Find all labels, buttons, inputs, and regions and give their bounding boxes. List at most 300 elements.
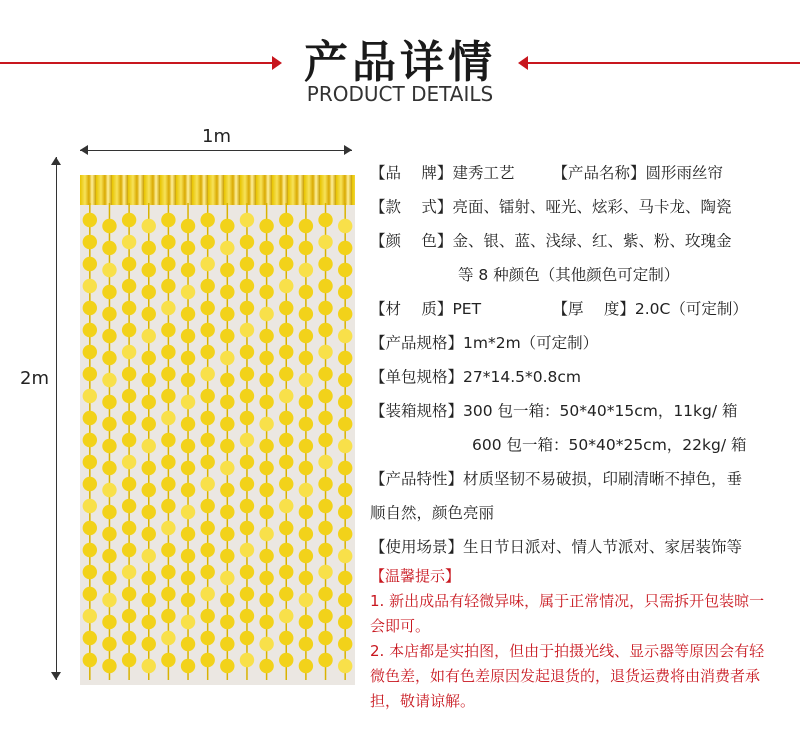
curtain-disc <box>220 505 234 519</box>
curtain-disc <box>259 241 273 255</box>
curtain-disc <box>102 461 116 475</box>
curtain-disc <box>181 285 195 299</box>
curtain-disc <box>318 477 332 491</box>
spec-row-box <box>370 394 795 428</box>
curtain-disc <box>122 213 136 227</box>
curtain-disc <box>83 301 97 315</box>
curtain-disc <box>220 615 234 629</box>
curtain-disc <box>338 373 352 387</box>
curtain-disc <box>122 367 136 381</box>
curtain-disc <box>83 631 97 645</box>
curtain-disc <box>240 433 254 447</box>
curtain-disc <box>338 637 352 651</box>
curtain-disc <box>338 307 352 321</box>
curtain-disc <box>142 483 156 497</box>
curtain-disc <box>142 439 156 453</box>
curtain-disc <box>181 439 195 453</box>
curtain-disc <box>161 521 175 535</box>
curtain-disc <box>161 543 175 557</box>
curtain-disc <box>181 417 195 431</box>
curtain-disc <box>200 543 214 557</box>
style-label: 【款 式】 <box>370 198 453 216</box>
curtain-disc <box>259 351 273 365</box>
name-value: 圆形雨丝帘 <box>645 164 723 182</box>
curtain-disc <box>259 439 273 453</box>
curtain-disc <box>220 637 234 651</box>
curtain-disc <box>161 565 175 579</box>
curtain-disc <box>299 417 313 431</box>
curtain-disc <box>279 411 293 425</box>
curtain-disc <box>299 219 313 233</box>
brand-label: 【品 牌】 <box>370 164 453 182</box>
curtain-disc <box>142 395 156 409</box>
curtain-disc <box>161 499 175 513</box>
curtain-disc <box>299 615 313 629</box>
curtain-disc <box>220 461 234 475</box>
curtain-disc <box>259 637 273 651</box>
curtain-disc <box>259 615 273 629</box>
curtain-disc <box>142 241 156 255</box>
curtain-disc <box>122 631 136 645</box>
curtain-disc <box>259 329 273 343</box>
page-subtitle: PRODUCT DETAILS <box>306 82 494 106</box>
curtain-disc <box>220 263 234 277</box>
curtain-disc <box>122 455 136 469</box>
tips-line-2: 2. 本店都是实拍图，但由于拍摄光线、显示器等原因会有轻 <box>370 642 765 660</box>
curtain-disc <box>318 257 332 271</box>
height-label: 2m <box>20 368 49 389</box>
spec-row-feature <box>370 462 795 496</box>
curtain-disc <box>318 587 332 601</box>
pack-value: 27*14.5*0.8cm <box>463 368 582 386</box>
curtain-disc <box>338 571 352 585</box>
curtain-disc <box>279 587 293 601</box>
curtain-disc <box>102 483 116 497</box>
curtain-disc <box>122 653 136 667</box>
curtain-disc <box>338 505 352 519</box>
curtain-disc <box>200 411 214 425</box>
curtain-disc <box>200 433 214 447</box>
curtain-discs <box>80 175 355 685</box>
curtain-disc <box>102 241 116 255</box>
curtain-disc <box>279 213 293 227</box>
curtain-disc <box>279 609 293 623</box>
curtain-disc <box>181 219 195 233</box>
curtain-disc <box>220 241 234 255</box>
curtain-disc <box>200 565 214 579</box>
curtain-disc <box>318 543 332 557</box>
curtain-disc <box>299 505 313 519</box>
curtain-disc <box>200 323 214 337</box>
curtain-disc <box>318 653 332 667</box>
curtain-disc <box>142 285 156 299</box>
curtain-disc <box>220 439 234 453</box>
curtain-disc <box>200 477 214 491</box>
spec-row-style <box>370 190 795 224</box>
curtain-disc <box>279 653 293 667</box>
curtain-disc <box>318 521 332 535</box>
curtain-disc <box>240 543 254 557</box>
spec-row-material <box>370 292 795 326</box>
box-value-2: 600 包一箱：50*40*25cm，22kg/ 箱 <box>472 436 747 454</box>
curtain-disc <box>122 433 136 447</box>
color-value-cont: 等 8 种颜色（其他颜色可定制） <box>458 266 680 284</box>
curtain-disc <box>240 389 254 403</box>
curtain-disc <box>83 521 97 535</box>
curtain-disc <box>338 285 352 299</box>
usage-value: 生日节日派对、情人节派对、家居装饰等 <box>463 538 743 556</box>
curtain-disc <box>83 235 97 249</box>
curtain-disc <box>102 395 116 409</box>
curtain-disc <box>240 411 254 425</box>
curtain-disc <box>181 241 195 255</box>
spec-row-pack <box>370 360 795 394</box>
curtain-disc <box>83 565 97 579</box>
name-label: 【产品名称】 <box>552 164 646 182</box>
curtain-disc <box>181 373 195 387</box>
curtain-disc <box>102 659 116 673</box>
curtain-disc <box>83 653 97 667</box>
curtain-disc <box>161 345 175 359</box>
curtain-disc <box>181 571 195 585</box>
material-value: PET <box>452 300 482 318</box>
curtain-disc <box>161 455 175 469</box>
curtain-disc <box>279 543 293 557</box>
curtain-disc <box>299 571 313 585</box>
curtain-disc <box>318 301 332 315</box>
curtain-disc <box>338 549 352 563</box>
tips-line-2b: 微色差，如有色差原因发起退货的，退货运费将由消费者承 <box>370 667 761 685</box>
curtain-disc <box>142 373 156 387</box>
curtain-disc <box>220 483 234 497</box>
curtain-disc <box>318 367 332 381</box>
curtain-disc <box>299 307 313 321</box>
curtain-disc <box>122 389 136 403</box>
curtain-disc <box>279 345 293 359</box>
curtain-disc <box>142 615 156 629</box>
curtain-disc <box>181 351 195 365</box>
curtain-disc <box>299 241 313 255</box>
curtain-disc <box>318 455 332 469</box>
curtain-disc <box>142 527 156 541</box>
curtain-disc <box>259 285 273 299</box>
curtain-disc <box>220 285 234 299</box>
tips-section <box>370 564 795 714</box>
curtain-disc <box>161 257 175 271</box>
curtain-disc <box>122 565 136 579</box>
curtain-disc <box>83 499 97 513</box>
height-dimension-line <box>56 157 57 680</box>
curtain-disc <box>142 307 156 321</box>
curtain-disc <box>83 257 97 271</box>
size-label: 【产品规格】 <box>370 334 464 352</box>
curtain-disc <box>318 565 332 579</box>
width-arrow-right <box>344 145 352 155</box>
spec-row-usage <box>370 530 795 564</box>
curtain-disc <box>142 659 156 673</box>
curtain-disc <box>181 505 195 519</box>
curtain-disc <box>318 609 332 623</box>
tips-line-1b: 会即可。 <box>370 617 431 635</box>
curtain-disc <box>318 279 332 293</box>
curtain-disc <box>318 235 332 249</box>
curtain-disc <box>122 323 136 337</box>
curtain-disc <box>338 417 352 431</box>
curtain-disc <box>181 549 195 563</box>
curtain-disc <box>181 461 195 475</box>
curtain-disc <box>279 499 293 513</box>
curtain-disc <box>102 637 116 651</box>
brand-value: 建秀工艺 <box>452 164 515 182</box>
curtain-disc <box>83 433 97 447</box>
curtain-disc <box>161 323 175 337</box>
curtain-disc <box>259 593 273 607</box>
spec-list <box>370 156 795 564</box>
pack-label: 【单包规格】 <box>370 368 464 386</box>
curtain-disc <box>142 329 156 343</box>
curtain-disc <box>181 395 195 409</box>
height-arrow-bottom <box>51 672 61 680</box>
curtain-disc <box>122 235 136 249</box>
curtain-disc <box>318 499 332 513</box>
curtain-disc <box>161 279 175 293</box>
color-label: 【颜 色】 <box>370 232 453 250</box>
curtain-disc <box>200 389 214 403</box>
curtain-disc <box>279 565 293 579</box>
curtain-disc <box>338 263 352 277</box>
curtain-disc <box>240 455 254 469</box>
curtain-disc <box>161 389 175 403</box>
curtain-disc <box>161 653 175 667</box>
curtain-disc <box>200 301 214 315</box>
curtain-disc <box>102 307 116 321</box>
curtain-disc <box>142 417 156 431</box>
feature-value-cont: 顺自然，颜色亮丽 <box>370 504 495 522</box>
curtain-disc <box>200 609 214 623</box>
curtain-disc <box>122 543 136 557</box>
spec-row-brand <box>370 156 795 190</box>
spec-row-feature-cont <box>370 496 795 530</box>
curtain-disc <box>200 631 214 645</box>
curtain-disc <box>279 367 293 381</box>
curtain-disc <box>181 527 195 541</box>
curtain-disc <box>142 351 156 365</box>
curtain-disc <box>240 279 254 293</box>
color-value: 金、银、蓝、浅绿、红、紫、粉、玫瑰金 <box>452 232 732 250</box>
curtain-disc <box>122 411 136 425</box>
width-arrow-left <box>80 145 88 155</box>
curtain-disc <box>220 329 234 343</box>
curtain-disc <box>142 263 156 277</box>
curtain-disc <box>220 395 234 409</box>
curtain-disc <box>200 587 214 601</box>
spec-row-color <box>370 224 795 258</box>
curtain-disc <box>240 213 254 227</box>
curtain-disc <box>279 631 293 645</box>
curtain-disc <box>142 461 156 475</box>
curtain-disc <box>240 565 254 579</box>
curtain-disc <box>279 455 293 469</box>
product-image-curtain <box>80 175 355 685</box>
curtain-disc <box>318 411 332 425</box>
curtain-disc <box>161 609 175 623</box>
curtain-disc <box>299 637 313 651</box>
curtain-disc <box>299 329 313 343</box>
spec-row-size <box>370 326 795 360</box>
curtain-disc <box>338 241 352 255</box>
curtain-disc <box>240 257 254 271</box>
curtain-disc <box>142 571 156 585</box>
curtain-disc <box>161 367 175 381</box>
curtain-disc <box>338 461 352 475</box>
curtain-disc <box>279 235 293 249</box>
curtain-disc <box>83 609 97 623</box>
curtain-disc <box>102 219 116 233</box>
feature-label: 【产品特性】 <box>370 470 464 488</box>
curtain-disc <box>122 257 136 271</box>
curtain-disc <box>142 505 156 519</box>
curtain-disc <box>338 329 352 343</box>
curtain-disc <box>220 219 234 233</box>
curtain-disc <box>240 367 254 381</box>
material-label: 【材 质】 <box>370 300 453 318</box>
curtain-disc <box>259 659 273 673</box>
curtain-disc <box>240 235 254 249</box>
curtain-disc <box>259 461 273 475</box>
curtain-disc <box>279 477 293 491</box>
curtain-disc <box>181 615 195 629</box>
curtain-disc <box>220 527 234 541</box>
usage-label: 【使用场景】 <box>370 538 464 556</box>
curtain-disc <box>279 433 293 447</box>
curtain-disc <box>299 395 313 409</box>
width-label: 1m <box>202 126 231 147</box>
curtain-disc <box>200 257 214 271</box>
curtain-disc <box>279 323 293 337</box>
curtain-disc <box>318 213 332 227</box>
curtain-disc <box>200 499 214 513</box>
curtain-disc <box>102 417 116 431</box>
curtain-disc <box>259 527 273 541</box>
curtain-disc <box>142 593 156 607</box>
curtain-disc <box>338 395 352 409</box>
spec-row-color-cont <box>370 258 795 292</box>
curtain-disc <box>102 285 116 299</box>
curtain-disc <box>240 631 254 645</box>
curtain-disc <box>102 351 116 365</box>
curtain-disc <box>259 549 273 563</box>
curtain-disc <box>200 367 214 381</box>
curtain-disc <box>181 659 195 673</box>
curtain-disc <box>259 395 273 409</box>
curtain-disc <box>338 439 352 453</box>
curtain-disc <box>161 411 175 425</box>
curtain-disc <box>299 659 313 673</box>
curtain-disc <box>279 301 293 315</box>
curtain-disc <box>122 345 136 359</box>
curtain-disc <box>299 461 313 475</box>
curtain-disc <box>299 527 313 541</box>
curtain-disc <box>299 483 313 497</box>
curtain-disc <box>161 477 175 491</box>
curtain-disc <box>259 505 273 519</box>
curtain-disc <box>240 345 254 359</box>
curtain-disc <box>220 417 234 431</box>
curtain-disc <box>122 499 136 513</box>
curtain-disc <box>338 351 352 365</box>
curtain-disc <box>318 323 332 337</box>
page-title: 产品详情 <box>304 37 496 88</box>
width-dimension-line <box>80 150 352 151</box>
curtain-disc <box>259 483 273 497</box>
curtain-disc <box>200 345 214 359</box>
curtain-disc <box>279 257 293 271</box>
curtain-disc <box>299 263 313 277</box>
curtain-disc <box>83 543 97 557</box>
curtain-disc <box>102 615 116 629</box>
curtain-disc <box>102 439 116 453</box>
curtain-disc <box>220 659 234 673</box>
curtain-disc <box>200 235 214 249</box>
curtain-disc <box>83 367 97 381</box>
curtain-disc <box>102 263 116 277</box>
box-label: 【装箱规格】 <box>370 402 464 420</box>
curtain-disc <box>338 527 352 541</box>
curtain-disc <box>200 521 214 535</box>
curtain-disc <box>161 587 175 601</box>
curtain-disc <box>181 329 195 343</box>
curtain-disc <box>83 345 97 359</box>
feature-value: 材质坚韧不易破损，印刷清晰不掉色，垂 <box>463 470 743 488</box>
curtain-disc <box>259 373 273 387</box>
curtain-disc <box>122 521 136 535</box>
curtain-disc <box>338 659 352 673</box>
curtain-disc <box>318 345 332 359</box>
curtain-disc <box>318 433 332 447</box>
curtain-disc <box>240 653 254 667</box>
curtain-disc <box>83 587 97 601</box>
curtain-disc <box>102 549 116 563</box>
curtain-disc <box>83 411 97 425</box>
curtain-disc <box>122 609 136 623</box>
curtain-disc <box>161 631 175 645</box>
curtain-disc <box>122 301 136 315</box>
curtain-disc <box>259 417 273 431</box>
curtain-disc <box>181 483 195 497</box>
curtain-disc <box>299 549 313 563</box>
curtain-disc <box>161 213 175 227</box>
curtain-disc <box>142 549 156 563</box>
curtain-disc <box>83 213 97 227</box>
curtain-disc <box>161 301 175 315</box>
height-arrow-top <box>51 157 61 165</box>
curtain-disc <box>299 439 313 453</box>
curtain-disc <box>142 637 156 651</box>
spec-row-box-cont <box>370 428 795 462</box>
curtain-disc <box>181 593 195 607</box>
curtain-disc <box>161 235 175 249</box>
curtain-disc <box>83 279 97 293</box>
curtain-disc <box>83 455 97 469</box>
curtain-disc <box>200 455 214 469</box>
curtain-disc <box>102 505 116 519</box>
curtain-disc <box>220 373 234 387</box>
curtain-disc <box>279 389 293 403</box>
curtain-disc <box>181 263 195 277</box>
curtain-disc <box>102 373 116 387</box>
thickness-label: 【厚 度】 <box>552 300 635 318</box>
curtain-disc <box>240 521 254 535</box>
